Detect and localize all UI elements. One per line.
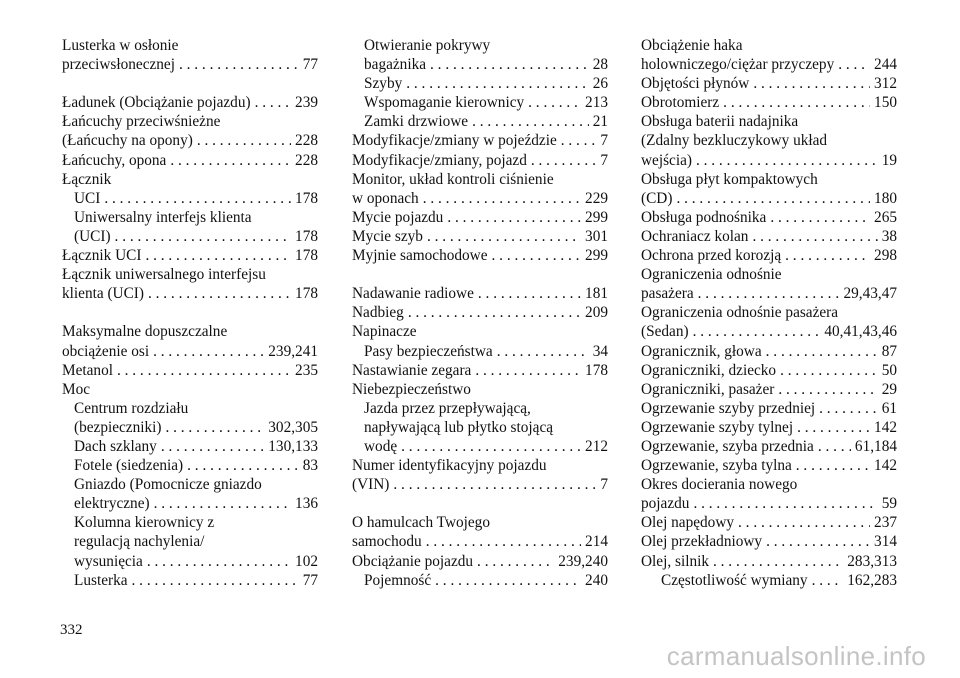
- entry-term: Ograniczniki, pasażer: [641, 380, 775, 398]
- dot-leader: [161, 418, 264, 437]
- dot-leader: [175, 55, 299, 74]
- index-entry: Obsługa płyt kompaktowych: [641, 170, 818, 188]
- dot-leader: [183, 456, 299, 475]
- entry-term: Olej, silnik: [641, 552, 709, 570]
- entry-page-ref: 180: [874, 189, 897, 207]
- index-column-3: [641, 36, 897, 590]
- index-entry: [641, 571, 897, 590]
- dot-leader: [468, 112, 589, 131]
- entry-term: Ogranicznik, głowa: [641, 342, 762, 360]
- index-entry: [352, 532, 608, 551]
- entry-term: Mycie pojazdu: [352, 208, 444, 226]
- dot-leader: [709, 552, 843, 571]
- entry-page-ref: 7: [600, 476, 608, 494]
- index-entry: Uniwersalny interfejs klienta: [74, 208, 252, 226]
- entry-term: Ogrzewanie, szyba tylna: [641, 457, 792, 475]
- index-entry: [352, 55, 608, 74]
- entry-term: Objętości płynów: [641, 75, 750, 93]
- index-entry: Kolumna kierownicy z: [74, 514, 215, 532]
- dot-leader: [426, 55, 589, 74]
- index-entry: Moc: [62, 380, 91, 398]
- entry-page-ref: 162,283: [847, 571, 897, 589]
- dot-leader: [166, 151, 291, 170]
- dot-leader: [734, 513, 870, 532]
- index-entry: [62, 227, 318, 246]
- entry-page-ref: 28: [592, 56, 608, 74]
- entry-page-ref: 34: [592, 342, 608, 360]
- entry-page-ref: 239: [295, 94, 318, 112]
- index-entry: [352, 227, 608, 246]
- index-entry: Łącznik: [62, 170, 112, 188]
- index-entry: Łańcuchy przeciwśnieżne: [62, 113, 221, 131]
- index-spacer: [62, 303, 318, 322]
- entry-page-ref: 59: [881, 495, 897, 513]
- entry-page-ref: 142: [874, 418, 897, 436]
- index-entry: [352, 151, 608, 170]
- entry-page-ref: 87: [881, 342, 897, 360]
- entry-term: Wspomaganie kierownicy: [364, 94, 525, 112]
- entry-term: Olej napędowy: [641, 514, 735, 532]
- entry-term: (Sedan): [641, 323, 689, 341]
- index-entry: [62, 284, 318, 303]
- entry-term: (bezpieczniki): [74, 418, 162, 436]
- dot-leader: [419, 189, 581, 208]
- entry-page-ref: 29: [881, 380, 897, 398]
- dot-leader: [474, 284, 581, 303]
- entry-page-ref: 299: [585, 247, 608, 265]
- entry-term: holowniczego/ciężar przyczepy: [641, 56, 835, 74]
- entry-term: Fotele (siedzenia): [74, 457, 184, 475]
- dot-leader: [762, 342, 878, 361]
- index-entry: Centrum rozdziału: [74, 399, 189, 417]
- dot-leader: [557, 131, 597, 150]
- entry-term: wysunięcia: [74, 552, 143, 570]
- entry-term: Ochraniacz kolan: [641, 227, 749, 245]
- index-entry: [62, 131, 318, 150]
- entry-term: Ogrzewanie, szyba przednia: [641, 437, 814, 455]
- entry-page-ref: 136: [295, 495, 318, 513]
- index-entry: [641, 151, 897, 170]
- index-entry: [352, 552, 608, 571]
- index-entry: [62, 342, 318, 361]
- entry-page-ref: 209: [585, 304, 608, 322]
- entry-term: klienta (UCI): [62, 285, 144, 303]
- index-entry: [62, 494, 318, 513]
- entry-page-ref: 7: [600, 132, 608, 150]
- entry-page-ref: 301: [585, 227, 608, 245]
- entry-page-ref: 212: [585, 437, 608, 455]
- entry-term: samochodu: [352, 533, 422, 551]
- index-entry: [62, 55, 318, 74]
- page-number: 332: [60, 622, 83, 638]
- index-entry: [62, 571, 318, 590]
- entry-page-ref: 40,41,43,46: [824, 323, 897, 341]
- entry-term: Myjnie samochodowe: [352, 247, 488, 265]
- dot-leader: [397, 437, 581, 456]
- index-entry: [62, 361, 318, 380]
- entry-page-ref: 237: [874, 514, 897, 532]
- index-entry: (Zdalny bezkluczykowy układ: [641, 132, 828, 150]
- entry-page-ref: 38: [881, 227, 897, 245]
- index-entry: [62, 151, 318, 170]
- entry-term: Olej przekładniowy: [641, 533, 763, 551]
- entry-term: w oponach: [352, 189, 419, 207]
- entry-term: Ograniczniki, dziecko: [641, 361, 777, 379]
- entry-term: Obciążanie pojazdu: [352, 552, 474, 570]
- dot-leader: [748, 227, 877, 246]
- entry-term: Ogrzewanie szyby tylnej: [641, 418, 794, 436]
- index-spacer: [352, 494, 608, 513]
- entry-term: Nadawanie radiowe: [352, 285, 474, 303]
- index-entry: [62, 456, 318, 475]
- entry-term: Obrotomierz: [641, 94, 720, 112]
- entry-term: pasażera: [641, 285, 694, 303]
- entry-page-ref: 50: [881, 361, 897, 379]
- index-entry: [352, 131, 608, 150]
- index-entry: Okres docierania nowego: [641, 476, 798, 494]
- index-entry: [641, 494, 897, 513]
- entry-term: Zamki drzwiowe: [364, 113, 469, 131]
- index-entry: [62, 189, 318, 208]
- entry-page-ref: 19: [881, 151, 897, 169]
- dot-leader: [404, 303, 581, 322]
- entry-page-ref: 302,305: [268, 418, 318, 436]
- index-entry: [641, 361, 897, 380]
- index-entry: [352, 246, 608, 265]
- index-entry: [641, 246, 897, 265]
- dot-leader: [402, 74, 588, 93]
- entry-page-ref: 244: [874, 56, 897, 74]
- index-entry: Ograniczenia odnośnie pasażera: [641, 304, 839, 322]
- entry-term: (VIN): [352, 476, 390, 494]
- entry-term: pojazdu: [641, 495, 690, 513]
- entry-page-ref: 298: [874, 247, 897, 265]
- index-entry: Lusterka w osłonie: [62, 37, 179, 54]
- index-entry: napływającą lub płytko stojącą: [364, 418, 554, 436]
- dot-leader: [766, 208, 870, 227]
- dot-leader: [251, 93, 291, 112]
- entry-page-ref: 21: [592, 113, 608, 131]
- dot-leader: [431, 571, 581, 590]
- dot-leader: [128, 571, 299, 590]
- index-entry: [641, 93, 897, 112]
- entry-page-ref: 240: [585, 571, 608, 589]
- entry-term: Częstotliwość wymiany: [661, 571, 808, 589]
- dot-leader: [389, 475, 596, 494]
- entry-term: Dach szklany: [74, 437, 157, 455]
- entry-page-ref: 283,313: [847, 552, 897, 570]
- entry-page-ref: 239,240: [558, 552, 608, 570]
- entry-term: Metanol: [62, 361, 113, 379]
- entry-page-ref: 29,43,47: [843, 285, 897, 303]
- dot-leader: [527, 151, 596, 170]
- index-entry: Obsługa baterii nadajnika: [641, 113, 799, 131]
- dot-leader: [143, 552, 291, 571]
- index-entry: O hamulcach Twojego: [352, 514, 490, 532]
- entry-page-ref: 228: [295, 132, 318, 150]
- index-entry: [62, 437, 318, 456]
- dot-leader: [672, 189, 870, 208]
- entry-page-ref: 299: [585, 208, 608, 226]
- index-entry: Napinacze: [352, 323, 417, 341]
- entry-page-ref: 178: [295, 189, 318, 207]
- entry-term: elektryczne): [74, 495, 150, 513]
- dot-leader: [808, 571, 844, 590]
- entry-page-ref: 77: [302, 56, 318, 74]
- entry-page-ref: 178: [585, 361, 608, 379]
- entry-page-ref: 265: [874, 208, 897, 226]
- index-entry: Jazda przez przepływającą,: [364, 399, 531, 417]
- index-entry: Numer identyfikacyjny pojazdu: [352, 457, 547, 475]
- index-entry: [352, 93, 608, 112]
- dot-leader: [111, 227, 292, 246]
- entry-page-ref: 150: [874, 94, 897, 112]
- entry-page-ref: 239,241: [268, 342, 318, 360]
- entry-term: Nastawianie zegara: [352, 361, 472, 379]
- dot-leader: [719, 93, 870, 112]
- entry-page-ref: 142: [874, 457, 897, 475]
- index-entry: [641, 189, 897, 208]
- dot-leader: [774, 380, 877, 399]
- dot-leader: [792, 456, 870, 475]
- entry-term: UCI: [74, 189, 101, 207]
- index-entry: [352, 571, 608, 590]
- index-entry: [641, 208, 897, 227]
- index-spacer: [352, 265, 608, 284]
- index-entry: [641, 552, 897, 571]
- dot-leader: [814, 437, 851, 456]
- entry-term: Pasy bezpieczeństwa: [364, 342, 493, 360]
- entry-page-ref: 214: [585, 533, 608, 551]
- dot-leader: [471, 361, 581, 380]
- dot-leader: [793, 418, 870, 437]
- watermark-text: carmanualsonline.info: [666, 641, 926, 671]
- dot-leader: [776, 361, 878, 380]
- index-entry: [352, 284, 608, 303]
- entry-term: wejścia): [641, 151, 692, 169]
- entry-term: Ładunek (Obciążanie pojazdu): [62, 94, 251, 112]
- entry-term: wodę: [364, 437, 398, 455]
- dot-leader: [815, 399, 878, 418]
- index-entry: [62, 246, 318, 265]
- entry-page-ref: 83: [302, 457, 318, 475]
- index-entry: [62, 418, 318, 437]
- index-entry: Niebezpieczeństwo: [352, 380, 471, 398]
- dot-leader: [149, 342, 264, 361]
- dot-leader: [834, 55, 870, 74]
- dot-leader: [100, 189, 291, 208]
- dot-leader: [113, 361, 291, 380]
- index-entry: regulacją nachylenia/: [74, 533, 205, 551]
- entry-term: Modyfikacje/zmiany, pojazd: [352, 151, 527, 169]
- index-entry: [352, 189, 608, 208]
- index-entry: [352, 303, 608, 322]
- entry-term: bagażnika: [364, 56, 427, 74]
- index-entry: Monitor, układ kontroli ciśnienie: [352, 170, 554, 188]
- entry-page-ref: 61,184: [854, 437, 897, 455]
- dot-leader: [141, 246, 291, 265]
- entry-term: Lusterka: [74, 571, 128, 589]
- entry-term: (CD): [641, 189, 673, 207]
- dot-leader: [193, 131, 291, 150]
- index-entry: Otwieranie pokrywy: [364, 37, 491, 54]
- index-entry: [352, 112, 608, 131]
- index-entry: [641, 456, 897, 475]
- index-column-2: [352, 36, 608, 590]
- index-entry: [641, 418, 897, 437]
- entry-page-ref: 102: [295, 552, 318, 570]
- index-entry: [352, 437, 608, 456]
- entry-page-ref: 312: [874, 75, 897, 93]
- dot-leader: [694, 284, 840, 303]
- index-entry: [352, 208, 608, 227]
- entry-term: (UCI): [74, 227, 111, 245]
- entry-term: Nadbieg: [352, 304, 404, 322]
- dot-leader: [150, 494, 291, 513]
- index-entry: Łącznik uniwersalnego interfejsu: [62, 266, 266, 284]
- entry-term: Modyfikacje/zmiany w pojeździe: [352, 132, 557, 150]
- entry-term: Ochrona przed korozją: [641, 247, 782, 265]
- index-entry: [641, 380, 897, 399]
- dot-leader: [524, 93, 581, 112]
- entry-page-ref: 228: [295, 151, 318, 169]
- dot-leader: [762, 532, 870, 551]
- index-entry: [641, 399, 897, 418]
- entry-term: Łącznik UCI: [62, 247, 142, 265]
- index-entry: [641, 342, 897, 361]
- entry-page-ref: 181: [585, 285, 608, 303]
- index-entry: [641, 532, 897, 551]
- entry-term: Łańcuchy, opona: [62, 151, 167, 169]
- entry-page-ref: 229: [585, 189, 608, 207]
- dot-leader: [423, 227, 581, 246]
- index-entry: [352, 342, 608, 361]
- entry-term: Obsługa podnośnika: [641, 208, 767, 226]
- index-entry: [641, 513, 897, 532]
- entry-page-ref: 213: [585, 94, 608, 112]
- entry-term: Ogrzewanie szyby przedniej: [641, 399, 816, 417]
- entry-page-ref: 7: [600, 151, 608, 169]
- entry-term: (Łańcuchy na opony): [62, 132, 193, 150]
- index-entry: [352, 361, 608, 380]
- index-column-1: [62, 36, 318, 590]
- entry-term: Pojemność: [364, 571, 432, 589]
- entry-page-ref: 77: [302, 571, 318, 589]
- entry-page-ref: 178: [295, 285, 318, 303]
- index-entry: Gniazdo (Pomocnicze gniazdo: [74, 476, 262, 494]
- dot-leader: [692, 151, 878, 170]
- dot-leader: [422, 532, 581, 551]
- index-entry: Maksymalne dopuszczalne: [62, 323, 228, 341]
- dot-leader: [144, 284, 291, 303]
- dot-leader: [781, 246, 870, 265]
- entry-page-ref: 235: [295, 361, 318, 379]
- dot-leader: [689, 494, 877, 513]
- entry-page-ref: 26: [592, 75, 608, 93]
- entry-page-ref: 178: [295, 247, 318, 265]
- index-entry: Obciążenie haka: [641, 37, 743, 54]
- dot-leader: [488, 246, 582, 265]
- dot-leader: [749, 74, 870, 93]
- index-entry: [352, 475, 608, 494]
- dot-leader: [443, 208, 581, 227]
- entry-page-ref: 61: [881, 399, 897, 417]
- dot-leader: [473, 552, 554, 571]
- dot-leader: [493, 342, 589, 361]
- index-entry: [641, 322, 897, 341]
- entry-term: przeciwsłonecznej: [62, 56, 175, 74]
- entry-term: Mycie szyb: [352, 227, 423, 245]
- index-entry: [641, 227, 897, 246]
- index-entry: [641, 55, 897, 74]
- index-spacer: [62, 74, 318, 93]
- index-entry: [641, 74, 897, 93]
- index-entry: [62, 552, 318, 571]
- entry-term: obciążenie osi: [62, 342, 150, 360]
- dot-leader: [157, 437, 264, 456]
- dot-leader: [689, 322, 821, 341]
- entry-page-ref: 178: [295, 227, 318, 245]
- entry-page-ref: 130,133: [268, 437, 318, 455]
- entry-page-ref: 314: [874, 533, 897, 551]
- index-entry: [641, 284, 897, 303]
- index-entry: Ograniczenia odnośnie: [641, 266, 782, 284]
- index-entry: [352, 74, 608, 93]
- entry-term: Szyby: [364, 75, 403, 93]
- index-entry: [641, 437, 897, 456]
- index-entry: [62, 93, 318, 112]
